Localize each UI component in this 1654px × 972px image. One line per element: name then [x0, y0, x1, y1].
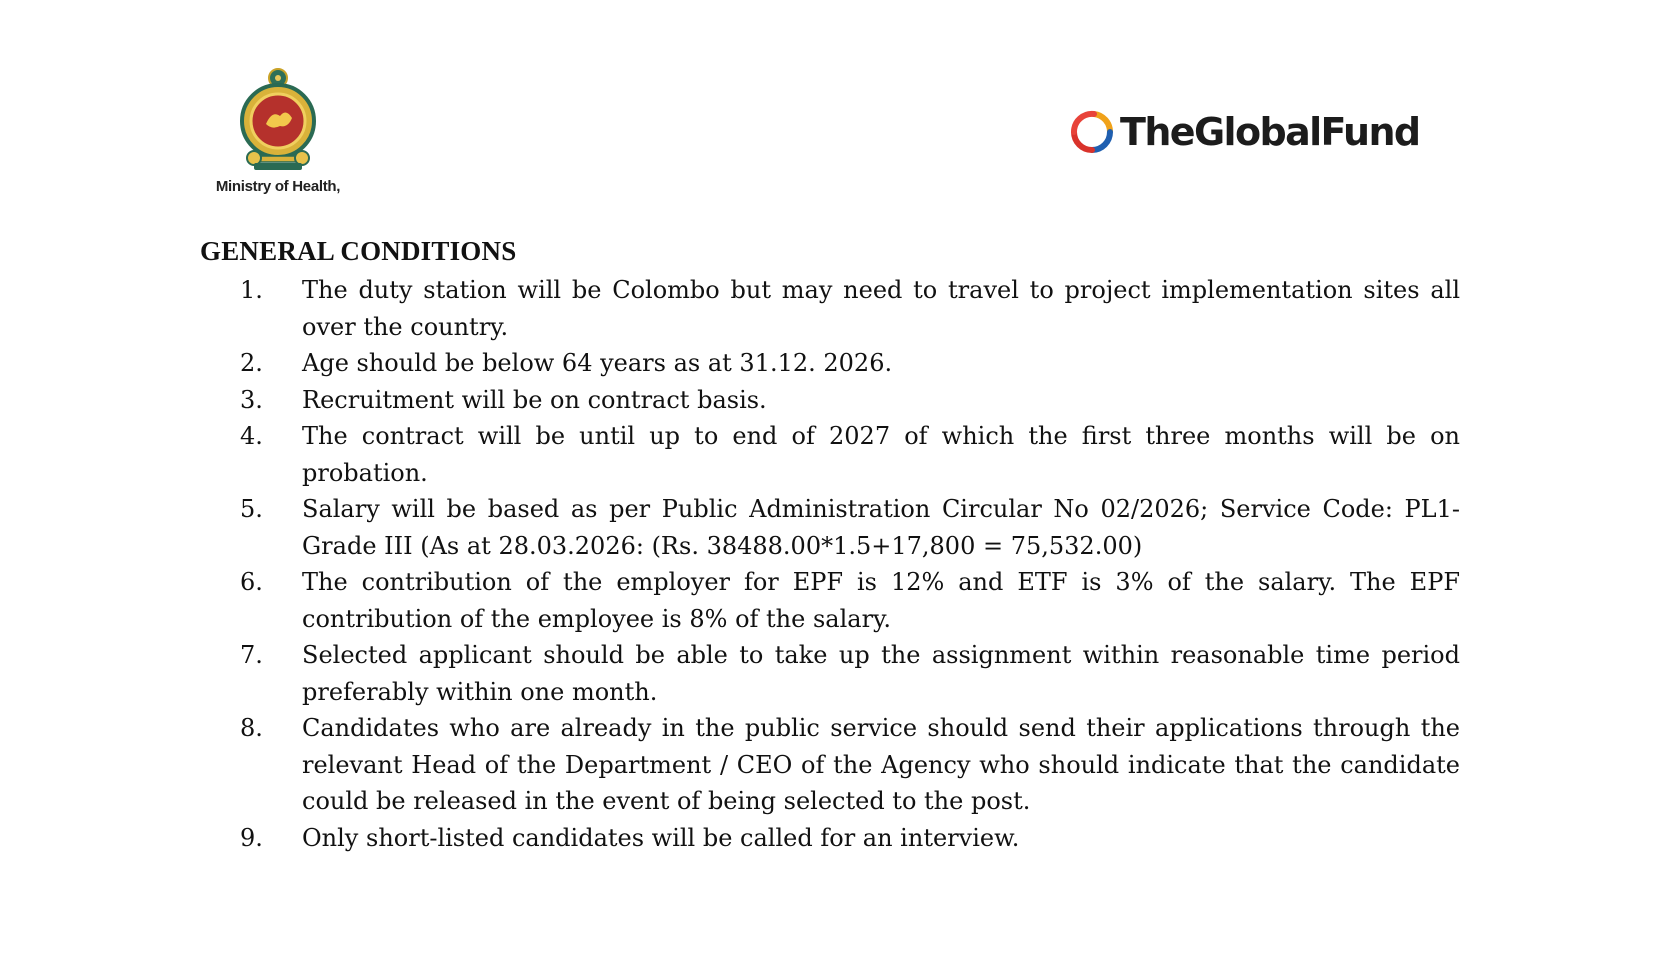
item-text: Age should be below 64 years as at 31.12. 2026.: [302, 349, 893, 377]
ministry-caption: Ministry of Health,: [215, 178, 341, 195]
list-item: [240, 272, 1460, 345]
list-item: [240, 564, 1460, 637]
item-text: The contract will be until up to end of 2027 of which the first three months will be on probation.: [302, 422, 1460, 487]
list-item: [240, 637, 1460, 710]
item-text: Recruitment will be on contract basis.: [302, 385, 767, 414]
list-item: [240, 345, 1460, 382]
item-text: The duty station will be Colombo but may need to travel to project implementation sites all over the country.: [302, 276, 1460, 341]
list-item: [240, 418, 1460, 491]
global-fund-swirl-icon: [1070, 110, 1114, 154]
item-text: Selected applicant should be able to take up the assignment within reasonable time period preferably within one month.: [302, 641, 1460, 706]
item-number: 2.: [240, 349, 263, 377]
sri-lanka-emblem-icon: [238, 66, 318, 172]
list-item: [240, 382, 1460, 419]
item-number: 4.: [240, 422, 263, 450]
ministry-logo: [203, 66, 353, 195]
item-text: Only short-listed candidates will be called for an interview.: [302, 823, 1020, 852]
section-heading: GENERAL CONDITIONS: [200, 236, 517, 266]
global-fund-logo: [1070, 110, 1420, 154]
conditions-list: [240, 272, 1460, 856]
list-item: [240, 820, 1460, 857]
item-number: 9.: [240, 823, 263, 852]
list-item: [240, 710, 1460, 820]
item-number: 6.: [240, 568, 263, 596]
item-number: 5.: [240, 495, 263, 523]
item-text: The contribution of the employer for EPF is 12% and ETF is 3% of the salary. The EPF contribution of the employee is 8% of the salary.: [302, 568, 1460, 633]
item-text: Candidates who are already in the public service should send their applications through the relevant Head of the Department / CEO of the Agency who should indicate that the candidate could be released in the event of being selected to the post.: [302, 714, 1460, 815]
item-text: Salary will be based as per Public Administration Circular No 02/2026; Service Code: PL1-Grade III (As at 28.03.2026: (Rs. 38488.00*1.5+17,800 = 75,532.00): [302, 495, 1460, 560]
list-item: [240, 491, 1460, 564]
global-fund-wordmark: TheGlobalFund: [1120, 110, 1420, 154]
item-number: 3.: [240, 385, 263, 414]
item-number: 1.: [240, 276, 263, 304]
item-number: 8.: [240, 714, 263, 742]
item-number: 7.: [240, 641, 263, 669]
